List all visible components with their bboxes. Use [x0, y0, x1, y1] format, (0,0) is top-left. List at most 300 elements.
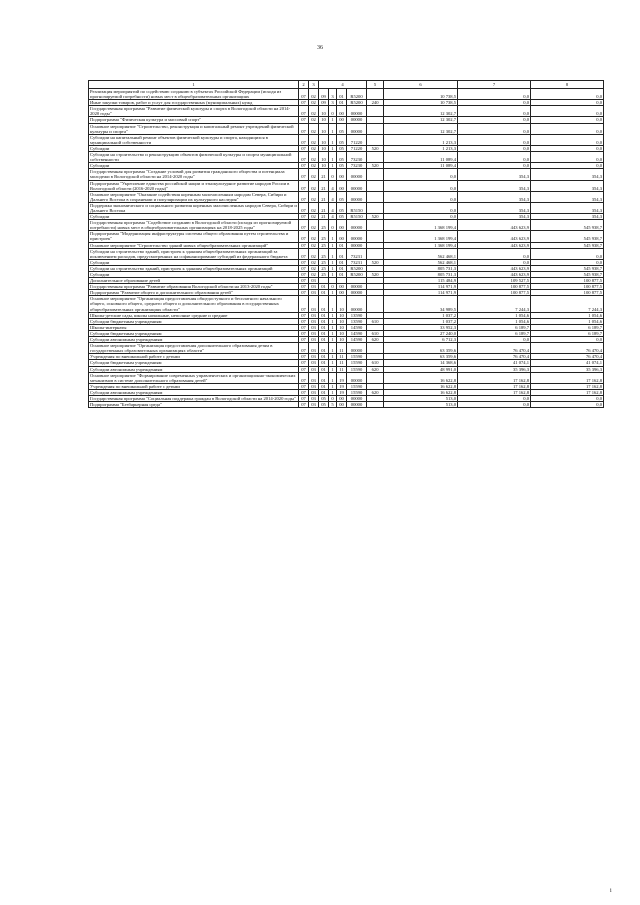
subprogram-code-cell: 1 — [329, 324, 337, 330]
amount-col7-cell: 6 189,7 — [458, 330, 531, 336]
subsection-code-cell: 03 — [309, 324, 319, 330]
amount-col6-cell: 14 368,6 — [384, 360, 458, 366]
activity-code-cell: 00 — [337, 220, 347, 231]
activity-code-cell: 19 — [337, 372, 347, 383]
section-code-cell: 07 — [299, 296, 309, 312]
row-name-cell: Иные закупки товаров, работ и услуг для государственных (муниципальных) нужд — [89, 100, 299, 106]
header-cell: 7 — [458, 81, 531, 89]
activity-code-cell: 01 — [337, 89, 347, 100]
subsection-code-cell: 03 — [309, 343, 319, 354]
amount-col7-cell: 443 623,9 — [458, 242, 531, 248]
amount-col6-cell: 34 989,5 — [384, 296, 458, 312]
amount-col8-cell: 0,0 — [531, 152, 604, 163]
section-code-cell: 07 — [299, 180, 309, 191]
amount-col7-cell: 354,3 — [458, 202, 531, 213]
subprogram-code-cell: 0 — [329, 284, 337, 290]
expense-type-cell — [367, 152, 384, 163]
amount-col6-cell: 1 037,2 — [384, 312, 458, 318]
amount-col7-cell: 76 470,4 — [458, 354, 531, 360]
activity-code-cell: 19 — [337, 383, 347, 389]
amount-col7-cell: 0,0 — [458, 134, 531, 145]
direction-code-cell: 14590 — [347, 324, 367, 330]
direction-code-cell: 13590 — [347, 312, 367, 318]
amount-col8-cell: 545 938,7 — [531, 231, 604, 242]
subsection-code-cell: 03 — [309, 395, 319, 401]
section-code-cell: 07 — [299, 360, 309, 366]
direction-code-cell: 00000 — [347, 242, 367, 248]
row-name-cell: Школы-детские сады, школы начальные, неполные средние и средние — [89, 312, 299, 318]
program-code-cell: 01 — [319, 354, 329, 360]
activity-code-cell: 01 — [337, 272, 347, 278]
row-name-cell: Государственная программа "Развитие образования Вологодской области на 2013-2020 годы" — [89, 284, 299, 290]
amount-col6-cell: 11 089,4 — [384, 163, 458, 169]
subprogram-code-cell: 0 — [329, 395, 337, 401]
amount-col6-cell: 115 484,9 — [384, 278, 458, 284]
direction-code-cell: 00000 — [347, 231, 367, 242]
subsection-code-cell: 02 — [309, 259, 319, 265]
activity-code-cell: 00 — [337, 284, 347, 290]
row-name-cell: Подпрограмма "Физическая культура и массовый спорт" — [89, 117, 299, 123]
amount-col8-cell: 76 470,4 — [531, 343, 604, 354]
amount-col6-cell: 1 368 199,4 — [384, 220, 458, 231]
amount-col7-cell: 0,0 — [458, 117, 531, 123]
table-row — [89, 220, 604, 231]
section-code-cell: 07 — [299, 395, 309, 401]
table-body — [89, 89, 604, 408]
amount-col8-cell: 0,0 — [531, 134, 604, 145]
amount-col6-cell: 12 302,7 — [384, 117, 458, 123]
activity-code-cell: 05 — [337, 202, 347, 213]
table-row — [89, 169, 604, 180]
amount-col8-cell: 100 877,5 — [531, 278, 604, 284]
amount-col6-cell: 0,0 — [384, 202, 458, 213]
activity-code-cell: 10 — [337, 318, 347, 324]
row-name-cell: Государственная программа "Содействие созданию в Вологодской области (исходя из прогнозируемой потребности) новых мест в общеобразовательных организациях на 2018-2025 годы" — [89, 220, 299, 231]
program-code-cell: 01 — [319, 337, 329, 343]
subsection-code-cell: 02 — [309, 191, 319, 202]
activity-code-cell: 10 — [337, 296, 347, 312]
section-code-cell: 07 — [299, 265, 309, 271]
section-code-cell: 07 — [299, 89, 309, 100]
section-code-cell: 07 — [299, 123, 309, 134]
program-code-cell: 10 — [319, 117, 329, 123]
direction-code-cell: 00000 — [347, 284, 367, 290]
direction-code-cell: 73230 — [347, 163, 367, 169]
program-code-cell: 01 — [319, 366, 329, 372]
expense-type-cell — [367, 343, 384, 354]
program-code-cell: 01 — [319, 324, 329, 330]
program-code-cell: 01 — [319, 312, 329, 318]
page-number: 36 — [317, 45, 323, 51]
subprogram-code-cell: 1 — [329, 290, 337, 296]
amount-col7-cell: 443 623,9 — [458, 231, 531, 242]
amount-col6-cell: 10 738,5 — [384, 89, 458, 100]
amount-col7-cell: 0,0 — [458, 395, 531, 401]
section-code-cell: 07 — [299, 106, 309, 117]
expense-type-cell — [367, 372, 384, 383]
amount-col7-cell: 100 877,5 — [458, 290, 531, 296]
amount-col8-cell: 354,3 — [531, 180, 604, 191]
table-row — [89, 191, 604, 202]
amount-col6-cell: 513,0 — [384, 395, 458, 401]
amount-col6-cell: 0,0 — [384, 169, 458, 180]
program-code-cell: 01 — [319, 330, 329, 336]
direction-code-cell: 15590 — [347, 389, 367, 395]
subprogram-code-cell: 1 — [329, 354, 337, 360]
subsection-code-cell: 02 — [309, 242, 319, 248]
subprogram-code-cell: 4 — [329, 202, 337, 213]
program-code-cell: 21 — [319, 202, 329, 213]
direction-code-cell: R5150 — [347, 214, 367, 220]
row-name-cell: Субсидии бюджетным учреждениям — [89, 330, 299, 336]
subsection-code-cell: 02 — [309, 202, 319, 213]
amount-col8-cell: 35 396,3 — [531, 366, 604, 372]
subsection-code-cell: 03 — [309, 402, 319, 408]
amount-col6-cell: 1 213,3 — [384, 134, 458, 145]
amount-col8-cell: 0,0 — [531, 395, 604, 401]
amount-col7-cell: 1 054,6 — [458, 318, 531, 324]
amount-col8-cell: 545 938,7 — [531, 242, 604, 248]
activity-code-cell: 00 — [337, 169, 347, 180]
section-code-cell: 07 — [299, 389, 309, 395]
subprogram-code-cell: 1 — [329, 248, 337, 259]
amount-col8-cell: 545 938,7 — [531, 272, 604, 278]
subsection-code-cell: 03 — [309, 354, 319, 360]
section-code-cell: 07 — [299, 134, 309, 145]
amount-col6-cell: 63 359,6 — [384, 343, 458, 354]
row-name-cell: Дополнительное образование детей — [89, 278, 299, 284]
section-code-cell: 07 — [299, 259, 309, 265]
activity-code-cell: 05 — [337, 163, 347, 169]
section-code-cell: 07 — [299, 330, 309, 336]
subprogram-code-cell: 1 — [329, 343, 337, 354]
amount-col8-cell: 0,0 — [531, 100, 604, 106]
subsection-code-cell: 03 — [309, 372, 319, 383]
subsection-code-cell: 03 — [309, 312, 319, 318]
activity-code-cell: 11 — [337, 366, 347, 372]
subprogram-code-cell: 1 — [329, 134, 337, 145]
direction-code-cell: 00000 — [347, 290, 367, 296]
subprogram-code-cell: 1 — [329, 360, 337, 366]
subsection-code-cell: 02 — [309, 123, 319, 134]
subprogram-code-cell: 1 — [329, 231, 337, 242]
subsection-code-cell: 02 — [309, 169, 319, 180]
table-row — [89, 106, 604, 117]
header-cell: 6 — [384, 81, 458, 89]
table-row — [89, 89, 604, 100]
row-name-cell: Подпрограмма "Безбарьерная среда" — [89, 402, 299, 408]
subprogram-code-cell: 4 — [329, 214, 337, 220]
activity-code-cell: 05 — [337, 134, 347, 145]
activity-code-cell: 01 — [337, 242, 347, 248]
header-cell: 3 — [309, 81, 319, 89]
activity-code-cell: 01 — [337, 100, 347, 106]
direction-code-cell: 00000 — [347, 180, 367, 191]
row-name-cell: Государственная программа "Социальная поддержка граждан в Вологодской области на 2014-2020 годы" — [89, 395, 299, 401]
row-name-cell: Субсидии — [89, 145, 299, 151]
section-code-cell: 07 — [299, 366, 309, 372]
amount-col6-cell: 114 971,9 — [384, 290, 458, 296]
program-code-cell: 25 — [319, 272, 329, 278]
subsection-code-cell: 02 — [309, 89, 319, 100]
section-code-cell: 07 — [299, 152, 309, 163]
subprogram-code-cell: 1 — [329, 259, 337, 265]
row-name-cell: Основное мероприятие "Строительство зданий новых общеобразовательных организаций" — [89, 242, 299, 248]
activity-code-cell: 11 — [337, 354, 347, 360]
row-name-cell: Субсидии бюджетным учреждениям — [89, 360, 299, 366]
section-code-cell: 07 — [299, 402, 309, 408]
row-name-cell: Субсидии на строительство зданий, пристроек к зданиям общеобразовательных организаций за исключением расходов, предусмотренных на софинансирование субсидий из федерального бюджета — [89, 248, 299, 259]
amount-col8-cell: 17 162,8 — [531, 383, 604, 389]
section-code-cell: 07 — [299, 242, 309, 248]
direction-code-cell: 14590 — [347, 330, 367, 336]
direction-code-cell: 00000 — [347, 106, 367, 117]
direction-code-cell: 00000 — [347, 169, 367, 180]
amount-col7-cell: 17 162,8 — [458, 389, 531, 395]
direction-code-cell: 00000 — [347, 372, 367, 383]
subsection-code-cell: 03 — [309, 383, 319, 389]
subsection-code-cell: 02 — [309, 272, 319, 278]
row-name-cell: Основное мероприятие "Организация предоставления общедоступного и бесплатного начального общего, основного общего, среднего общего и дополнительного образования в государственных общеобразовательных организациях области" — [89, 296, 299, 312]
direction-code-cell: 00000 — [347, 343, 367, 354]
program-code-cell: 10 — [319, 145, 329, 151]
activity-code-cell: 10 — [337, 324, 347, 330]
amount-col8-cell: 545 938,7 — [531, 220, 604, 231]
amount-col7-cell: 109 527,5 — [458, 278, 531, 284]
amount-col6-cell: 10 738,5 — [384, 100, 458, 106]
direction-code-cell: 15590 — [347, 366, 367, 372]
amount-col8-cell: 0,0 — [531, 117, 604, 123]
subsection-code-cell: 03 — [309, 330, 319, 336]
row-name-cell: Поддержка экономического и социального развития коренных малочисленных народов Севера, Сибири и Дальнего Востока — [90, 202, 297, 213]
amount-col7-cell: 0,0 — [458, 100, 531, 106]
row-name-cell: Основное мероприятие "Организация предоставления дополнительного образования детям в государственных образовательных организациях области" — [89, 343, 299, 354]
program-code-cell: 21 — [319, 180, 329, 191]
subprogram-code-cell: 1 — [329, 123, 337, 134]
subsection-code-cell: 03 — [309, 290, 319, 296]
amount-col8-cell: 354,3 — [531, 202, 604, 213]
table-row — [89, 372, 604, 383]
subprogram-code-cell: 1 — [329, 296, 337, 312]
activity-code-cell: 05 — [337, 123, 347, 134]
program-code-cell: 25 — [319, 231, 329, 242]
program-code-cell: 10 — [319, 134, 329, 145]
subsection-code-cell: 03 — [309, 337, 319, 343]
amount-col7-cell: 443 623,9 — [458, 265, 531, 271]
subprogram-code-cell: 1 — [329, 312, 337, 318]
subprogram-code-cell: 0 — [329, 169, 337, 180]
amount-col6-cell: 1 368 199,4 — [384, 242, 458, 248]
activity-code-cell: 10 — [337, 337, 347, 343]
amount-col8-cell: 354,3 — [531, 214, 604, 220]
subsection-code-cell: 02 — [309, 231, 319, 242]
expense-type-cell — [367, 180, 384, 191]
row-name-cell: Подпрограмма "Развитие общего и дополнительного образования детей" — [89, 290, 299, 296]
amount-col6-cell: 63 359,6 — [384, 354, 458, 360]
subsection-code-cell: 03 — [309, 284, 319, 290]
program-code-cell: 21 — [319, 214, 329, 220]
expense-type-cell: 520 — [367, 272, 384, 278]
amount-col8-cell: 354,3 — [531, 169, 604, 180]
amount-col7-cell: 41 074,1 — [458, 360, 531, 366]
amount-col7-cell: 354,3 — [458, 214, 531, 220]
program-code-cell: 10 — [319, 123, 329, 134]
expense-type-cell — [367, 202, 384, 213]
expense-type-cell: 520 — [367, 214, 384, 220]
amount-col7-cell: 17 162,8 — [458, 372, 531, 383]
amount-col8-cell: 0,0 — [531, 248, 604, 259]
row-name-cell: Субсидии на строительство и реконструкцию объектов физической культуры и спорта муниципальной собственности — [89, 152, 299, 163]
section-code-cell: 07 — [299, 100, 309, 106]
amount-col6-cell: 0,0 — [384, 191, 458, 202]
section-code-cell: 07 — [299, 354, 309, 360]
amount-col7-cell: 0,0 — [458, 106, 531, 117]
table-row — [89, 180, 604, 191]
subprogram-code-cell: 1 — [329, 163, 337, 169]
section-code-cell: 07 — [299, 312, 309, 318]
amount-col6-cell: 1 368 199,4 — [384, 231, 458, 242]
amount-col8-cell: 0,0 — [531, 89, 604, 100]
header-cell: 1 — [89, 81, 299, 89]
section-code-cell: 07 — [299, 272, 309, 278]
activity-code-cell: 00 — [337, 290, 347, 296]
direction-code-cell: 71220 — [347, 134, 367, 145]
amount-col7-cell: 443 623,9 — [458, 220, 531, 231]
amount-col8-cell: 0,0 — [531, 106, 604, 117]
subsection-code-cell: 02 — [309, 100, 319, 106]
subsection-code-cell: 02 — [309, 220, 319, 231]
amount-col7-cell: 76 470,4 — [458, 343, 531, 354]
row-name-cell: Субсидии автономным учреждениям — [89, 389, 299, 395]
row-name-cell: Субсидии автономным учреждениям — [89, 337, 299, 343]
amount-col7-cell: 0,0 — [458, 123, 531, 134]
amount-col6-cell: 562 468,1 — [384, 259, 458, 265]
expense-type-cell: 520 — [367, 163, 384, 169]
program-code-cell: 01 — [319, 284, 329, 290]
subsection-code-cell: 02 — [309, 117, 319, 123]
section-code-cell: 07 — [299, 202, 309, 213]
amount-col7-cell: 443 623,9 — [458, 272, 531, 278]
amount-col7-cell: 17 162,8 — [458, 383, 531, 389]
activity-code-cell: 11 — [337, 360, 347, 366]
amount-col8-cell: 100 877,5 — [531, 284, 604, 290]
amount-col7-cell: 35 396,3 — [458, 366, 531, 372]
amount-col8-cell: 6 189,7 — [531, 330, 604, 336]
row-name-cell: Основное мероприятие "Формирование современных управленческих и организационно-экономических механизмов в системе дополнительного образования детей" — [89, 372, 299, 383]
section-code-cell: 07 — [299, 324, 309, 330]
amount-col8-cell: 7 244,3 — [531, 296, 604, 312]
activity-code-cell: 11 — [337, 343, 347, 354]
subsection-code-cell: 02 — [309, 134, 319, 145]
section-code-cell: 07 — [299, 318, 309, 324]
program-code-cell: 05 — [319, 402, 329, 408]
direction-code-cell: 00000 — [347, 117, 367, 123]
subsection-code-cell: 02 — [309, 214, 319, 220]
amount-col7-cell: 1 054,6 — [458, 312, 531, 318]
section-code-cell: 07 — [299, 145, 309, 151]
direction-code-cell: R5150 — [347, 202, 367, 213]
row-name-cell: Государственная программа "Развитие физической культуры и спорта в Вологодской области на 2014-2020 годы" — [89, 106, 299, 117]
amount-col7-cell: 0,0 — [458, 402, 531, 408]
amount-col7-cell: 0,0 — [458, 163, 531, 169]
section-code-cell: 07 — [299, 248, 309, 259]
row-name-cell: Субсидии — [89, 163, 299, 169]
program-code-cell: 05 — [319, 395, 329, 401]
table-row — [89, 343, 604, 354]
subprogram-code-cell: 1 — [329, 318, 337, 324]
subprogram-code-cell: 1 — [329, 152, 337, 163]
amount-col6-cell: 16 622,8 — [384, 383, 458, 389]
direction-code-cell: R5200 — [347, 272, 367, 278]
amount-col6-cell: 805 731,3 — [384, 265, 458, 271]
expense-type-cell: 520 — [367, 145, 384, 151]
row-name-cell: Учреждения по внешкольной работе с детьми — [89, 383, 299, 389]
section-code-cell: 07 — [299, 117, 309, 123]
amount-col8-cell: 1 054,6 — [531, 318, 604, 324]
direction-code-cell: 15590 — [347, 354, 367, 360]
header-cell: 4 — [319, 81, 367, 89]
amount-col6-cell: 11 089,4 — [384, 152, 458, 163]
section-code-cell: 07 — [299, 383, 309, 389]
subprogram-code-cell: 1 — [329, 265, 337, 271]
subprogram-code-cell: 5 — [329, 402, 337, 408]
amount-col6-cell: 114 971,9 — [384, 284, 458, 290]
expense-type-cell — [367, 169, 384, 180]
program-code-cell: 01 — [319, 389, 329, 395]
section-code-cell: 07 — [299, 337, 309, 343]
activity-code-cell: 00 — [337, 117, 347, 123]
amount-col7-cell: 7 244,3 — [458, 296, 531, 312]
subprogram-code-cell: 1 — [329, 272, 337, 278]
subsection-code-cell: 03 — [309, 389, 319, 395]
expense-type-cell: 610 — [367, 330, 384, 336]
amount-col8-cell: 0,0 — [531, 145, 604, 151]
row-name-cell: Субсидии — [89, 272, 299, 278]
amount-col6-cell: 12 302,7 — [384, 106, 458, 117]
amount-col6-cell: 12 302,7 — [384, 123, 458, 134]
header-row — [89, 81, 604, 89]
amount-col6-cell: 0,0 — [384, 214, 458, 220]
row-name-cell: Субсидии бюджетным учреждениям — [89, 318, 299, 324]
row-name-cell: Основное мероприятие "Оказание содействия коренным малочисленным народам Севера, Сибири и Дальнего Востока в сохранении и популяризации их культурного наследия" — [89, 191, 299, 202]
amount-col8-cell: 545 938,7 — [531, 265, 604, 271]
amount-col6-cell: 27 240,0 — [384, 330, 458, 336]
subprogram-code-cell: 3 — [329, 100, 337, 106]
amount-col7-cell: 354,3 — [458, 191, 531, 202]
amount-col8-cell: 41 074,1 — [531, 360, 604, 366]
subsection-code-cell: 03 — [309, 366, 319, 372]
amount-col8-cell: 17 162,8 — [531, 389, 604, 395]
expense-type-cell: 610 — [367, 360, 384, 366]
expense-type-cell — [367, 402, 384, 408]
activity-code-cell: 00 — [337, 395, 347, 401]
subsection-code-cell: 03 — [309, 278, 319, 284]
program-code-cell: 09 — [319, 100, 329, 106]
activity-code-cell: 05 — [337, 214, 347, 220]
section-code-cell: 07 — [299, 163, 309, 169]
program-code-cell: 01 — [319, 290, 329, 296]
subsection-code-cell: 02 — [309, 265, 319, 271]
program-code-cell: 10 — [319, 106, 329, 117]
section-code-cell: 07 — [299, 278, 309, 284]
subprogram-code-cell: 1 — [329, 337, 337, 343]
program-code-cell: 25 — [319, 220, 329, 231]
section-code-cell: 07 — [299, 284, 309, 290]
row-name-cell: Субсидии на строительство зданий, пристроек к зданиям общеобразовательных организаций — [89, 265, 299, 271]
row-name-cell: Субсидии автономным учреждениям — [89, 366, 299, 372]
subsection-code-cell: 02 — [309, 248, 319, 259]
program-code-cell: 21 — [319, 191, 329, 202]
